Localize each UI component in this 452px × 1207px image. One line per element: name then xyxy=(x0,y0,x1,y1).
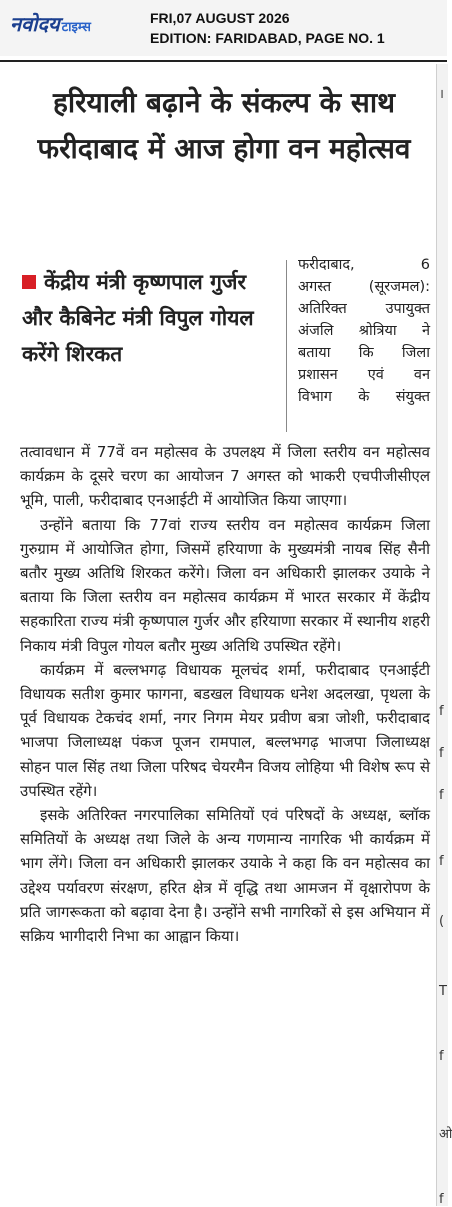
date-line: FRI,07 AUGUST 2026 xyxy=(150,10,290,26)
header-divider xyxy=(0,60,447,62)
column-divider xyxy=(286,260,287,432)
newspaper-logo xyxy=(10,10,91,37)
adjacent-fragment: f xyxy=(439,746,444,761)
adjacent-fragment: f xyxy=(439,1192,444,1207)
adjacent-fragment: । xyxy=(439,87,444,102)
lead-line: अगस्त (सूरजमल): xyxy=(298,279,430,295)
article-lead-column xyxy=(298,254,430,408)
red-bullet-icon xyxy=(22,275,36,289)
article-body xyxy=(20,440,430,948)
logo-main-text: नवोदय xyxy=(10,12,60,36)
article-subheadline xyxy=(22,264,280,372)
adjacent-column-strip xyxy=(436,64,452,1207)
lead-line: अतिरिक्त उपायुक्त xyxy=(298,301,430,317)
article-paragraph: इसके अतिरिक्त नगरपालिका समितियों एवं परिषदों के अध्यक्ष, ब्लॉक समितियों के अध्यक्ष तथा जिले के अन्य गणमान्य नागरिक भी कार्यक्रम में भाग लेंगे। जिला वन अधिकारी झालकर उयाके ने कहा कि वन महोत्सव का उद्देश्य पर्यावरण संरक्षण, हरित क्षेत्र में वृद्धि तथा आमजन में वृक्षारोपण के प्रति जागरूकता को बढ़ावा देना है। उन्होंने सभी नागरिकों से इस अभियान में सक्रिय भागीदारी निभा का आह्वान किया। xyxy=(20,806,430,946)
adjacent-fragment: ओ xyxy=(439,1127,452,1142)
article-headline: हरियाली बढ़ाने के संकल्प के साथ फरीदाबाद में आज होगा वन महोत्सव xyxy=(37,86,411,165)
logo-sub-text: टाइम्स xyxy=(61,20,91,35)
adjacent-fragment: f xyxy=(439,854,444,869)
article-paragraph: उन्होंने बताया कि 77वां राज्य स्तरीय वन महोत्सव कार्यक्रम जिला गुरुग्राम में आयोजित होगा, जिसमें हरियाणा के मुख्यमंत्री नायब सिंह सैनी बतौर मुख्य अतिथि शिरकत करेंगे। जिला वन अधिकारी झालकर उयाके ने बताया कि जिला स्तरीय वन महोत्सव कार्यक्रम में भारत सरकार में केंद्रीय सहकारिता राज्य मंत्री कृष्णपाल गुर्जर और हरियाणा सरकार में स्थानीय शहरी निकाय मंत्री विपुल गोयल बतौर मुख्य अतिथि उपस्थित रहेंगे। xyxy=(20,515,430,655)
lead-line: विभाग के संयुक्त xyxy=(298,389,430,405)
adjacent-fragment: f xyxy=(439,1049,444,1064)
edition-info xyxy=(150,8,385,48)
adjacent-fragment: ( xyxy=(439,914,445,929)
lead-line: फरीदाबाद, 6 xyxy=(298,257,430,273)
adjacent-fragment: T xyxy=(439,984,447,999)
subheadline-text: केंद्रीय मंत्री कृष्णपाल गुर्जर और कैबिनेट मंत्री विपुल गोयल करेंगे शिरकत xyxy=(22,270,254,366)
edition-line: EDITION: FARIDABAD, PAGE NO. 1 xyxy=(150,30,385,46)
lead-line: अंजलि श्रोत्रिया ने xyxy=(298,323,430,339)
article-paragraph: तत्वावधान में 77वें वन महोत्सव के उपलक्ष्य में जिला स्तरीय वन महोत्सव कार्यक्रम के दूसरे चरण का आयोजन 7 अगस्त को भाकरी एचपीजीसीएल भूमि, पाली, फरीदाबाद एनआईटी में आयोजित किया जाएगा। xyxy=(20,443,430,510)
lead-line: बताया कि जिला xyxy=(298,345,430,361)
adjacent-fragment: f xyxy=(439,704,444,719)
lead-line: प्रशासन एवं वन xyxy=(298,367,430,383)
masthead xyxy=(0,0,447,56)
adjacent-fragment: f xyxy=(439,788,444,803)
article-paragraph: कार्यक्रम में बल्लभगढ़ विधायक मूलचंद शर्मा, फरीदाबाद एनआईटी विधायक सतीश कुमार फागना, बडखल विधायक धनेश अदलखा, पृथला के पूर्व विधायक टेकचंद शर्मा, नगर निगम मेयर प्रवीण बत्रा जोशी, फरीदाबाद भाजपा जिलाध्यक्ष पंकज पूजन रामपाल, बल्लभगढ़ भाजपा जिलाध्यक्ष सोहन पाल सिंह तथा जिला परिषद चेयरमैन विजय लोहिया भी विशेष रूप से उपस्थित रहेंगे। xyxy=(20,660,430,800)
